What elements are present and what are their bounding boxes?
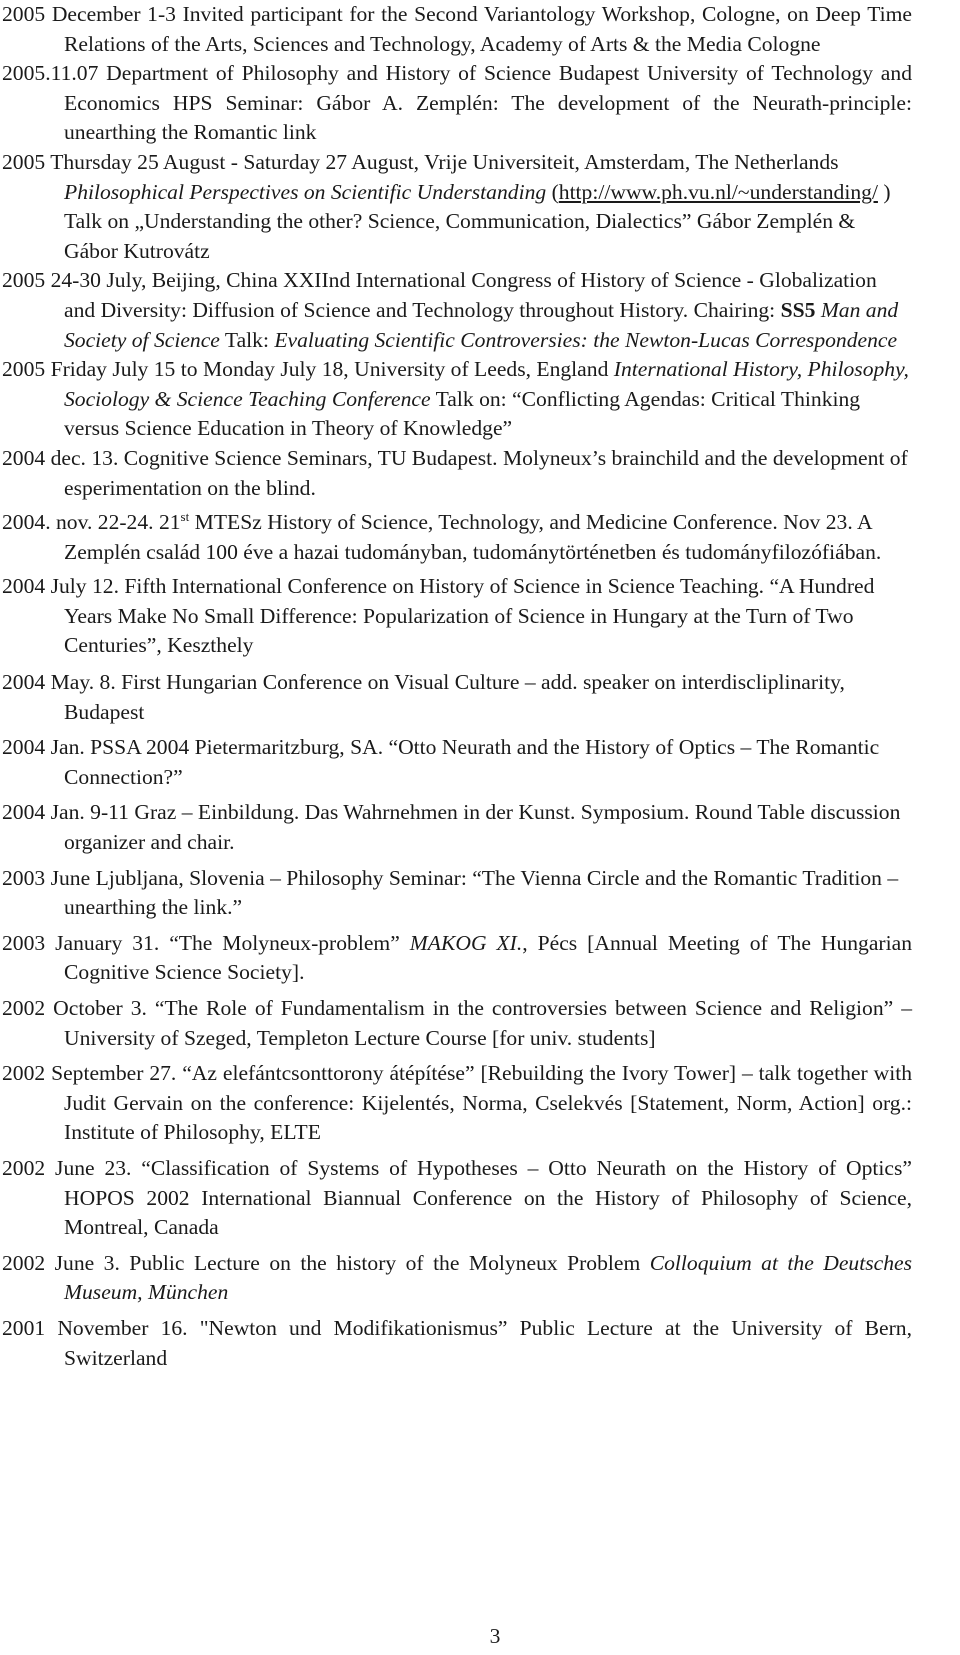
entry-text: 2003 June Ljubljana, Slovenia – Philosophy Seminar: “The Vienna Circle and the Romantic Tradition – unearthing the link.” <box>2 865 899 920</box>
list-item <box>2 148 912 266</box>
list-item <box>2 1154 912 1243</box>
list-item <box>2 508 912 567</box>
list-item <box>2 0 912 59</box>
list-item <box>2 798 912 857</box>
entry-text: ) Talk on „Understanding the other? Science, Communication, Dialectics” Gábor Zemplén & Gábor Kutrovátz <box>64 179 891 263</box>
entry-text: st <box>180 508 190 524</box>
entry-text: 2005.11.07 Department of Philosophy and History of Science Budapest University of Technology and Economics HPS Seminar: Gábor A. Zemplén: The development of the Neurath-principle: unearthing the Romantic link <box>2 61 912 145</box>
entry-text: ( <box>546 179 559 204</box>
entry-text: Colloquium at the Deutsches Museum, München <box>64 1250 912 1305</box>
url-link[interactable]: http://www.ph.vu.nl/~understanding/ <box>558 179 878 204</box>
entry-text: 2003 January 31. “The Molyneux-problem” <box>2 930 410 955</box>
list-item <box>2 59 912 148</box>
entry-text: 2004 dec. 13. Cognitive Science Seminars, TU Budapest. Molyneux’s brainchild and the development of esperimentation on the blind. <box>2 445 908 500</box>
entry-text: MTESz History of Science, Technology, and Medicine Conference. Nov 23. A Zemplén család 100 éve a hazai tudományban, tudománytörténetben és tudományfilozófiában. <box>64 510 882 564</box>
entry-text: International History, Philosophy, Sociology & Science Teaching Conference <box>64 357 909 411</box>
entry-text: 2005 Thursday 25 August - Saturday 27 August, Vrije Universiteit, Amsterdam, The Netherlands <box>2 149 839 174</box>
entry-text: 2004 Jan. PSSA 2004 Pietermaritzburg, SA. “Otto Neurath and the History of Optics – The Romantic Connection?” <box>2 735 880 789</box>
list-item <box>2 929 912 988</box>
list-item <box>2 266 912 355</box>
entry-text: 2001 November 16. "Newton und Modifikationismus” Public Lecture at the University of Bern, Switzerland <box>2 1315 912 1370</box>
list-item <box>2 1059 912 1148</box>
entry-text: Philosophical Perspectives on Scientific Understanding <box>64 179 547 204</box>
list-item <box>2 733 912 792</box>
entry-text: 2002 October 3. “The Role of Fundamentalism in the controversies between Science and Religion” – University of Szeged, Templeton Lecture Course [for univ. students] <box>2 996 912 1050</box>
list-item <box>2 1314 912 1373</box>
entry-text: 2004 Jan. 9-11 Graz – Einbildung. Das Wahrnehmen in der Kunst. Symposium. Round Table discussion organizer and chair. <box>2 800 901 855</box>
entry-text: SS5 <box>780 297 816 322</box>
entry-text: 2005 Friday July 15 to Monday July 18, University of Leeds, England <box>2 357 614 382</box>
talks-list <box>2 0 912 1373</box>
entry-text: Man and Society of Science <box>64 297 899 352</box>
page-number: 3 <box>489 1624 501 1648</box>
entry-text: Talk on: “Conflicting Agendas: Critical Thinking versus Science Education in Theory of Knowledge” <box>64 386 861 441</box>
entry-text: , Pécs [Annual Meeting of The Hungarian Cognitive Science Society]. <box>64 930 913 985</box>
list-item <box>2 668 912 727</box>
entry-text: 2002 June 23. “Classification of Systems of Hypotheses – Otto Neurath on the History of Optics” HOPOS 2002 International Biannual Conference on the History of Philosophy of Science, Montreal, Canada <box>2 1155 912 1240</box>
entry-text: 2005 24-30 July, Beijing, China XXIInd International Congress of History of Science - Globalization and Diversity: Diffusion of Science and Technology throughout History. Chairing: <box>2 268 877 322</box>
list-item <box>2 572 912 661</box>
list-item <box>2 994 912 1053</box>
entry-text: 2004 July 12. Fifth International Conference on History of Science in Science Teaching. “A Hundred Years Make No Small Difference: Popularization of Science in Hungary at the Turn of Two Centuries”, Keszthely <box>2 574 875 658</box>
entry-text: 2005 December 1-3 Invited participant for the Second Variantology Workshop, Cologne, on Deep Time Relations of the Arts, Sciences and Technology, Academy of Arts & the Media Cologne <box>2 2 912 56</box>
entry-text: Evaluating Scientific Controversies: the Newton-Lucas Correspondence <box>274 327 898 352</box>
list-item <box>2 1249 912 1308</box>
entry-text: 2002 June 3. Public Lecture on the history of the Molyneux Problem <box>2 1250 650 1275</box>
entry-text: 2004. nov. 22-24. 21 <box>2 510 181 535</box>
list-item <box>2 864 912 923</box>
entry-text: MAKOG XI. <box>409 930 523 955</box>
list-item <box>2 444 912 503</box>
list-item <box>2 355 912 444</box>
entry-text: 2002 September 27. “Az elefántcsonttorony átépítése” [Rebuilding the Ivory Tower] – talk together with Judit Gervain on the conference: Kijelentés, Norma, Cselekvés [Statement, Norm, Action] org.: Institute of Philosophy, ELTE <box>2 1061 912 1145</box>
entry-text: Talk: <box>219 327 275 352</box>
entry-text: 2004 May. 8. First Hungarian Conference on Visual Culture – add. speaker on interdiscliplinarity, Budapest <box>2 670 845 724</box>
